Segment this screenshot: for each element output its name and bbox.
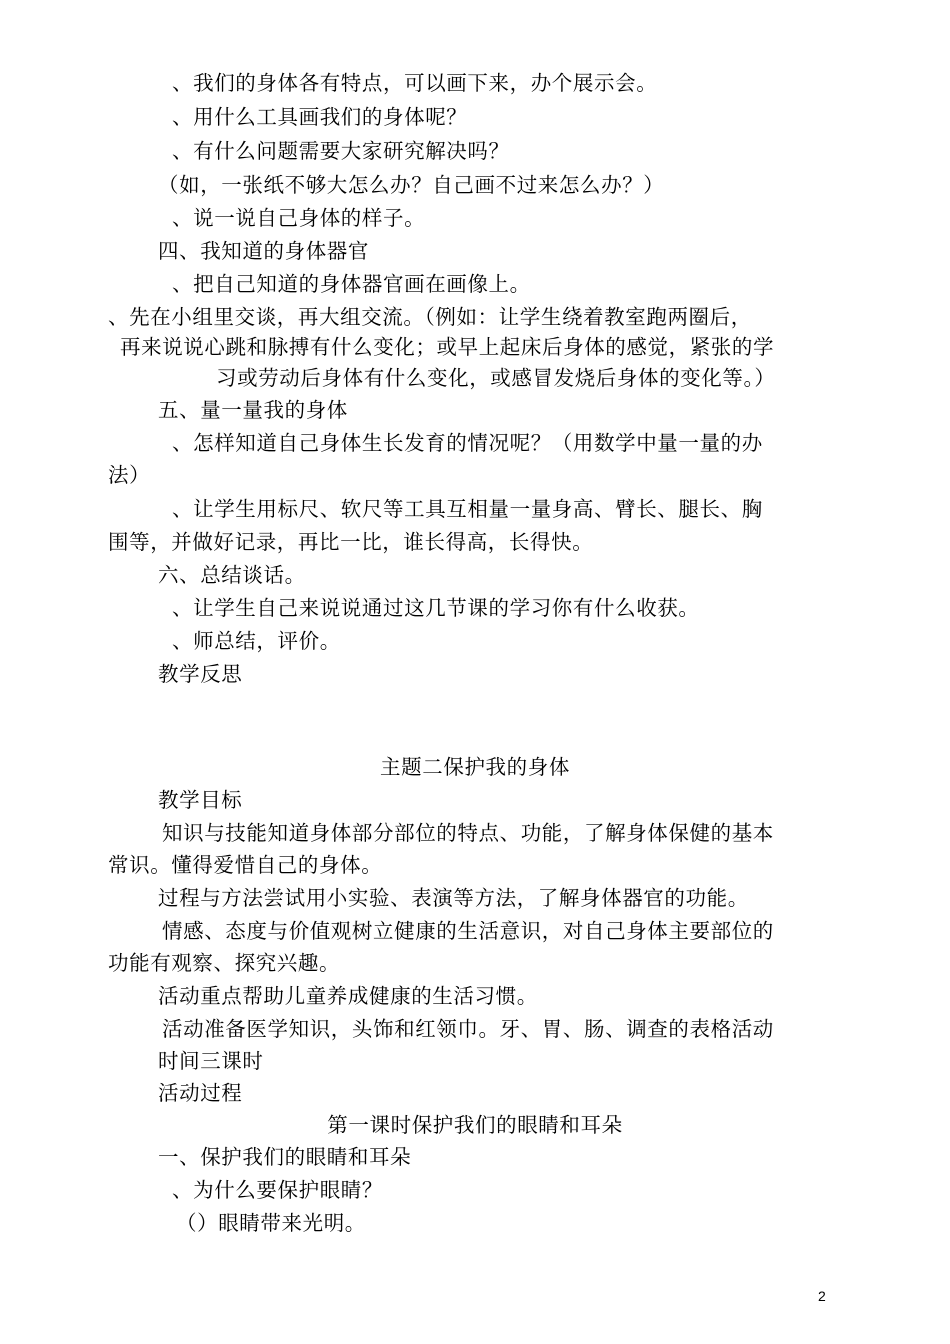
text-line: 、师总结，评价。 [172,629,341,653]
section-heading: 六、总结谈话。 [158,563,306,587]
text-line: 、让学生用标尺、软尺等工具互相量一量身高、臂长、腿长、胸 [172,497,763,521]
section-heading: 一、保护我们的眼睛和耳朵 [158,1145,412,1169]
text-line: （）眼睛带来光明。 [176,1211,366,1235]
section-heading: 教学目标 [158,788,243,812]
lesson-title: 第一课时保护我们的眼睛和耳朵 [327,1113,623,1137]
text-line: 、说一说自己身体的样子。 [172,206,426,230]
text-line: 、怎样知道自己身体生长发育的情况呢？（用数学中量一量的办 [172,431,763,455]
text-line: 围等，并做好记录，再比一比，谁长得高，长得快。 [108,530,594,554]
text-line: （如，一张纸不够大怎么办？自己画不过来怎么办？） [158,173,665,197]
text-line: 、为什么要保护眼睛？ [172,1178,383,1202]
text-line: 教学反思 [158,662,243,686]
text-line: 情感、态度与价值观树立健康的生活意识，对自己身体主要部位的 [162,919,774,943]
topic-title: 主题二保护我的身体 [380,755,570,779]
text-line: 过程与方法尝试用小实验、表演等方法，了解身体器官的功能。 [158,886,749,910]
text-line: 、先在小组里交谈，再大组交流。（例如：让学生绕着教室跑两圈后， [108,305,752,329]
section-heading: 四、我知道的身体器官 [158,239,369,263]
text-line: 、我们的身体各有特点，可以画下来，办个展示会。 [172,71,658,95]
text-line: 、让学生自己来说说通过这几节课的学习你有什么收获。 [172,596,700,620]
text-line: 、把自己知道的身体器官画在画像上。 [172,272,531,296]
text-line: 时间三课时 [158,1049,264,1073]
text-line: 、有什么问题需要大家研究解决吗？ [172,139,510,163]
text-line: 功能有观察、探究兴趣。 [108,951,341,975]
text-line: 知识与技能知道身体部分部位的特点、功能，了解身体保健的基本 [162,821,774,845]
text-line: 、用什么工具画我们的身体呢？ [172,105,468,129]
section-heading: 五、量一量我的身体 [158,398,348,422]
text-line: 活动重点帮助儿童养成健康的生活习惯。 [158,984,538,1008]
text-line: 习或劳动后身体有什么变化，或感冒发烧后身体的变化等。） [216,366,776,390]
section-heading: 活动过程 [158,1081,243,1105]
text-line: 活动准备医学知识，头饰和红领巾。牙、胃、肠、调查的表格活动 [162,1017,774,1041]
text-line: 常识。懂得爱惜自己的身体。 [108,853,383,877]
page-number: 2 [818,1288,826,1304]
text-line: 再来说说心跳和脉搏有什么变化；或早上起床后身体的感觉，紧张的学 [120,335,775,359]
text-line: 法） [108,463,151,487]
